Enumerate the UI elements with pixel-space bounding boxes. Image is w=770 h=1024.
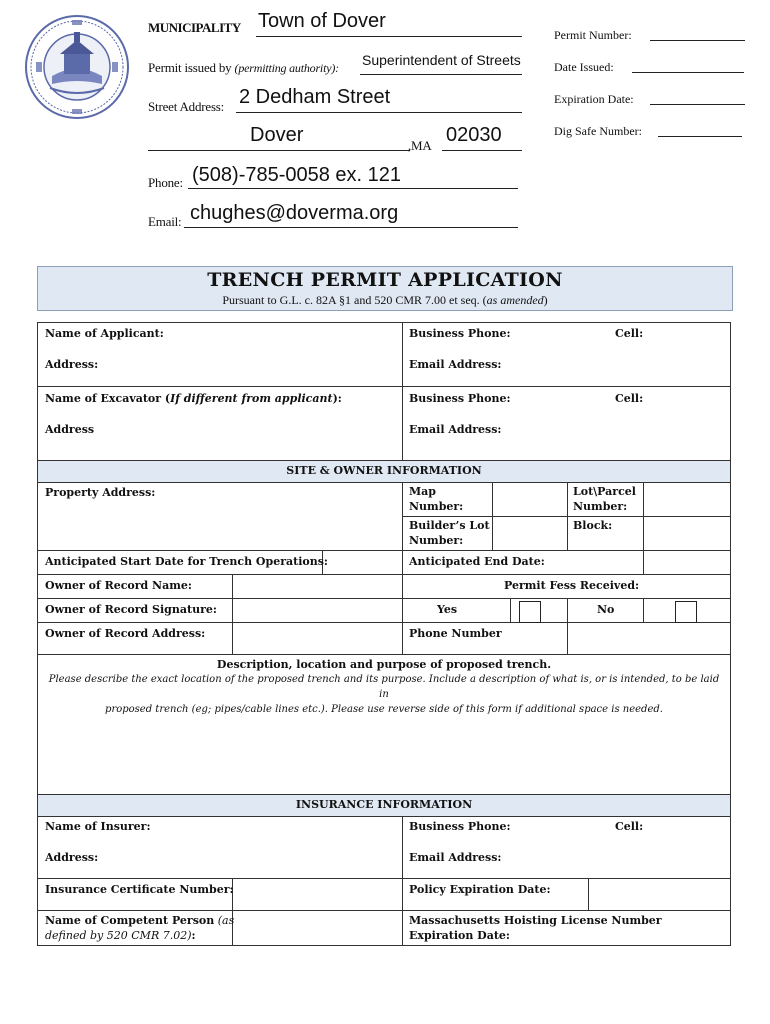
permit-number-field[interactable] — [650, 40, 745, 41]
expiration-date-label: Expiration Date: — [554, 92, 634, 106]
anticipated-end-date-label: Anticipated End Date: — [409, 555, 545, 568]
map-number-label: Map Number: — [409, 485, 464, 513]
street-address-value[interactable]: 2 Dedham Street — [239, 86, 391, 108]
excavator-business-phone-label: Business Phone: — [409, 392, 511, 405]
email-label: Email: — [148, 214, 182, 229]
applicant-email-label: Email Address: — [409, 358, 502, 371]
description-title: Description, location and purpose of proposed trench. — [216, 658, 552, 671]
excavator-email-label: Email Address: — [409, 423, 502, 436]
applicant-cell-label: Cell: — [615, 327, 644, 340]
owner-name-label: Owner of Record Name: — [45, 579, 192, 592]
phone-label: Phone: — [148, 175, 183, 190]
insurer-business-phone-label: Business Phone: — [409, 820, 511, 833]
permit-form-grid — [37, 322, 731, 946]
permit-issued-by-value[interactable]: Superintendent of Streets — [362, 52, 521, 68]
municipality-line — [256, 36, 522, 37]
owner-address-label: Owner of Record Address: — [45, 627, 206, 640]
block-label: Block: — [573, 519, 613, 532]
anticipated-start-date-label: Anticipated Start Date for Trench Operations: — [45, 555, 328, 568]
phone-line — [188, 188, 518, 189]
excavator-cell-label: Cell: — [615, 392, 644, 405]
phone-number-label: Phone Number — [409, 627, 502, 640]
description-note: Please describe the exact location of the proposed trench and its purpose. Include a description of what is, or is intended, to be laid in proposed trench (eg; pipes/cable lines etc.). Please use reverse side of this form if additional space is needed. — [48, 674, 720, 715]
city-line — [148, 150, 410, 151]
no-checkbox[interactable] — [675, 601, 697, 623]
permit-issued-by-label: Permit issued by (permitting authority): — [148, 60, 339, 75]
email-value[interactable]: chughes@doverma.org — [190, 202, 399, 224]
no-label: No — [597, 603, 615, 616]
title-box — [37, 266, 733, 311]
lot-parcel-number-label: Lot\Parcel Number: — [573, 485, 636, 513]
phone-value[interactable]: (508)-785-0058 ex. 121 — [192, 164, 402, 186]
municipality-label: MUNICIPALITY — [148, 20, 241, 35]
dig-safe-number-field[interactable] — [658, 136, 742, 137]
name-of-insurer-label: Name of Insurer: — [45, 820, 151, 833]
form-title: TRENCH PERMIT APPLICATION — [207, 269, 563, 291]
street-address-label: Street Address: — [148, 99, 225, 114]
competent-person-label: Name of Competent Person (as defined by 520 CMR 7.02): — [45, 914, 235, 942]
street-address-line — [236, 112, 522, 113]
permit-fees-received-label: Permit Fess Received: — [504, 579, 640, 592]
insurance-header: INSURANCE INFORMATION — [295, 798, 473, 811]
property-address-label: Property Address: — [45, 486, 156, 499]
site-owner-header: SITE & OWNER INFORMATION — [286, 464, 482, 477]
builders-lot-number-label: Builder’s Lot Number: — [409, 519, 490, 547]
description-field[interactable] — [38, 704, 730, 792]
date-issued-field[interactable] — [632, 72, 744, 73]
yes-checkbox[interactable] — [519, 601, 541, 623]
insurer-cell-label: Cell: — [615, 820, 644, 833]
email-line — [184, 227, 518, 228]
municipality-value[interactable]: Town of Dover — [258, 10, 386, 32]
date-issued-label: Date Issued: — [554, 60, 614, 74]
permit-number-label: Permit Number: — [554, 28, 632, 42]
hoisting-license-label: Massachusetts Hoisting License Number Expiration Date: — [409, 914, 662, 942]
form-subtitle: Pursuant to G.L. c. 82A §1 and 520 CMR 7.00 et seq. (as amended) — [222, 293, 548, 307]
expiration-date-field[interactable] — [650, 104, 745, 105]
city-value[interactable]: Dover — [250, 124, 304, 146]
yes-label: Yes — [437, 603, 458, 616]
zip-value[interactable]: 02030 — [446, 124, 502, 146]
applicant-business-phone-label: Business Phone: — [409, 327, 511, 340]
zip-line — [442, 150, 522, 151]
name-of-excavator-label: Name of Excavator (If different from applicant): — [45, 392, 342, 405]
applicant-address-label: Address: — [45, 358, 99, 371]
name-of-applicant-label: Name of Applicant: — [45, 327, 164, 340]
policy-expiration-label: Policy Expiration Date: — [409, 883, 551, 896]
town-seal-logo — [24, 14, 130, 120]
dig-safe-number-label: Dig Safe Number: — [554, 124, 642, 138]
insurer-address-label: Address: — [45, 851, 99, 864]
insurance-certificate-label: Insurance Certificate Number: — [45, 883, 234, 896]
excavator-address-label: Address — [45, 423, 95, 436]
insurer-email-label: Email Address: — [409, 851, 502, 864]
owner-signature-label: Owner of Record Signature: — [45, 603, 217, 616]
permit-issued-by-line — [360, 74, 522, 75]
state-label: ,MA — [408, 138, 432, 153]
